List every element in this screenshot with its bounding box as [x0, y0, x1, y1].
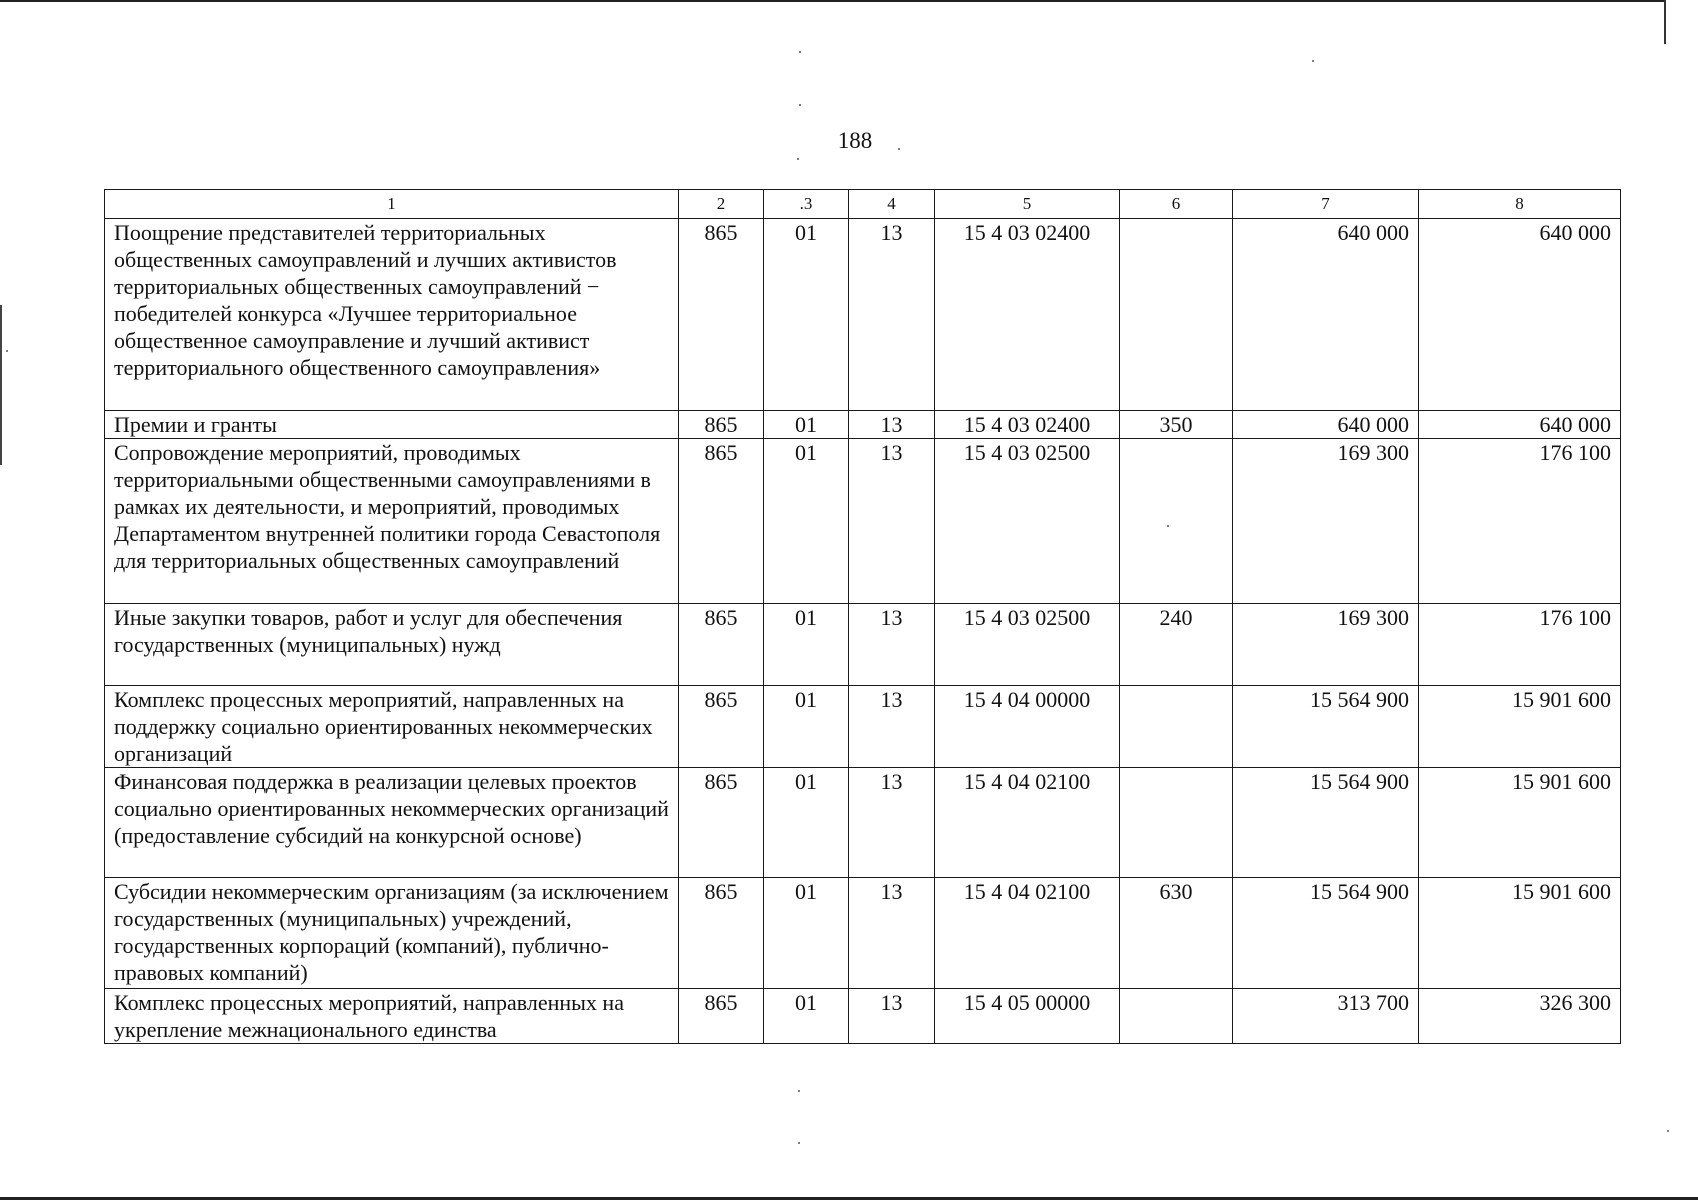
- cell-expense-type: 630: [1120, 878, 1233, 989]
- row-name: Финансовая поддержка в реализации целевых проектов социально ориентированных некоммерческих организаций (предоставление субсидий на конкурсной основе): [105, 768, 679, 878]
- cell-amount-year-2: 176 100: [1419, 439, 1621, 604]
- cell-expense-type: [1120, 439, 1233, 604]
- column-header: 4: [849, 190, 935, 219]
- scan-speck: [1312, 60, 1314, 62]
- cell-section: 01: [764, 768, 849, 878]
- row-name: Комплекс процессных мероприятий, направленных на укрепление межнационального единства: [105, 989, 679, 1044]
- cell-amount-year-2: 15 901 600: [1419, 768, 1621, 878]
- cell-ministry-code: 865: [679, 768, 764, 878]
- cell-target-article: 15 4 04 02100: [935, 768, 1120, 878]
- cell-subsection: 13: [849, 686, 935, 768]
- cell-amount-year-2: 176 100: [1419, 604, 1621, 686]
- table-row: [105, 768, 1621, 878]
- table-row: [105, 989, 1621, 1044]
- cell-target-article: 15 4 03 02500: [935, 439, 1120, 604]
- cell-amount-year-1: 15 564 900: [1233, 686, 1419, 768]
- cell-ministry-code: 865: [679, 219, 764, 411]
- cell-amount-year-1: 15 564 900: [1233, 768, 1419, 878]
- cell-amount-year-1: 640 000: [1233, 411, 1419, 439]
- scan-edge-top: [0, 0, 1664, 2]
- column-header: 6: [1120, 190, 1233, 219]
- table-row: [105, 219, 1621, 411]
- scan-speck: [797, 158, 799, 160]
- cell-amount-year-1: 169 300: [1233, 439, 1419, 604]
- table-row: [105, 411, 1621, 439]
- row-name: Иные закупки товаров, работ и услуг для обеспечения государственных (муниципальных) нужд: [105, 604, 679, 686]
- cell-section: 01: [764, 604, 849, 686]
- cell-target-article: 15 4 03 02400: [935, 411, 1120, 439]
- column-header: 1: [105, 190, 679, 219]
- cell-amount-year-1: 640 000: [1233, 219, 1419, 411]
- scan-speck: [798, 1090, 800, 1092]
- cell-target-article: 15 4 03 02400: [935, 219, 1120, 411]
- cell-section: 01: [764, 989, 849, 1044]
- cell-subsection: 13: [849, 878, 935, 989]
- cell-section: 01: [764, 686, 849, 768]
- cell-amount-year-1: 169 300: [1233, 604, 1419, 686]
- row-name: Субсидии некоммерческим организациям (за исключением государственных (муниципальных) учреждений, государственных корпораций (компаний), публично-правовых компаний): [105, 878, 679, 989]
- cell-expense-type: 240: [1120, 604, 1233, 686]
- column-header: 2: [679, 190, 764, 219]
- scan-speck: [6, 350, 8, 352]
- cell-subsection: 13: [849, 411, 935, 439]
- cell-subsection: 13: [849, 219, 935, 411]
- cell-section: 01: [764, 878, 849, 989]
- cell-amount-year-2: 15 901 600: [1419, 686, 1621, 768]
- cell-section: 01: [764, 219, 849, 411]
- cell-amount-year-2: 15 901 600: [1419, 878, 1621, 989]
- row-name: Комплекс процессных мероприятий, направленных на поддержку социально ориентированных некоммерческих организаций: [105, 686, 679, 768]
- cell-expense-type: [1120, 219, 1233, 411]
- cell-target-article: 15 4 05 00000: [935, 989, 1120, 1044]
- table-row: [105, 604, 1621, 686]
- table-row: [105, 439, 1621, 604]
- cell-amount-year-1: 313 700: [1233, 989, 1419, 1044]
- column-header: 5: [935, 190, 1120, 219]
- scan-edge-right: [1664, 0, 1666, 44]
- cell-section: 01: [764, 411, 849, 439]
- cell-subsection: 13: [849, 989, 935, 1044]
- column-header: 7: [1233, 190, 1419, 219]
- row-name: Поощрение представителей территориальных общественных самоуправлений и лучших активистов территориальных общественных самоуправлений − победителей конкурса «Лучшее территориальное общественное самоуправление и лучший активист территориального общественного самоуправления»: [105, 219, 679, 411]
- cell-subsection: 13: [849, 768, 935, 878]
- cell-ministry-code: 865: [679, 878, 764, 989]
- cell-target-article: 15 4 03 02500: [935, 604, 1120, 686]
- table-row: [105, 686, 1621, 768]
- scan-speck: [799, 51, 801, 53]
- scan-speck: [798, 1142, 800, 1144]
- cell-amount-year-2: 640 000: [1419, 411, 1621, 439]
- cell-expense-type: 350: [1120, 411, 1233, 439]
- row-name: Сопровождение мероприятий, проводимых территориальными общественными самоуправлениями в рамках их деятельности, и мероприятий, проводимых Департаментом внутренней политики города Севастополя для территориальных общественных самоуправлений: [105, 439, 679, 604]
- scan-speck: [1667, 1130, 1669, 1132]
- page-number: 188: [837, 128, 873, 153]
- cell-expense-type: [1120, 686, 1233, 768]
- cell-target-article: 15 4 04 02100: [935, 878, 1120, 989]
- cell-ministry-code: 865: [679, 604, 764, 686]
- cell-subsection: 13: [849, 439, 935, 604]
- table-row: [105, 878, 1621, 989]
- scan-edge-left: [0, 305, 2, 465]
- cell-ministry-code: 865: [679, 989, 764, 1044]
- cell-target-article: 15 4 04 00000: [935, 686, 1120, 768]
- scan-speck: [1167, 525, 1169, 527]
- cell-amount-year-2: 326 300: [1419, 989, 1621, 1044]
- table-header-row: [105, 190, 1621, 219]
- scan-speck: [799, 104, 801, 106]
- cell-amount-year-2: 640 000: [1419, 219, 1621, 411]
- cell-subsection: 13: [849, 604, 935, 686]
- cell-expense-type: [1120, 768, 1233, 878]
- scan-speck: [898, 148, 900, 150]
- budget-table: [104, 189, 1621, 1044]
- cell-expense-type: [1120, 989, 1233, 1044]
- column-header: 8: [1419, 190, 1621, 219]
- cell-ministry-code: 865: [679, 439, 764, 604]
- row-name: Премии и гранты: [105, 411, 679, 439]
- cell-ministry-code: 865: [679, 411, 764, 439]
- cell-ministry-code: 865: [679, 686, 764, 768]
- cell-amount-year-1: 15 564 900: [1233, 878, 1419, 989]
- cell-section: 01: [764, 439, 849, 604]
- column-header: .3: [764, 190, 849, 219]
